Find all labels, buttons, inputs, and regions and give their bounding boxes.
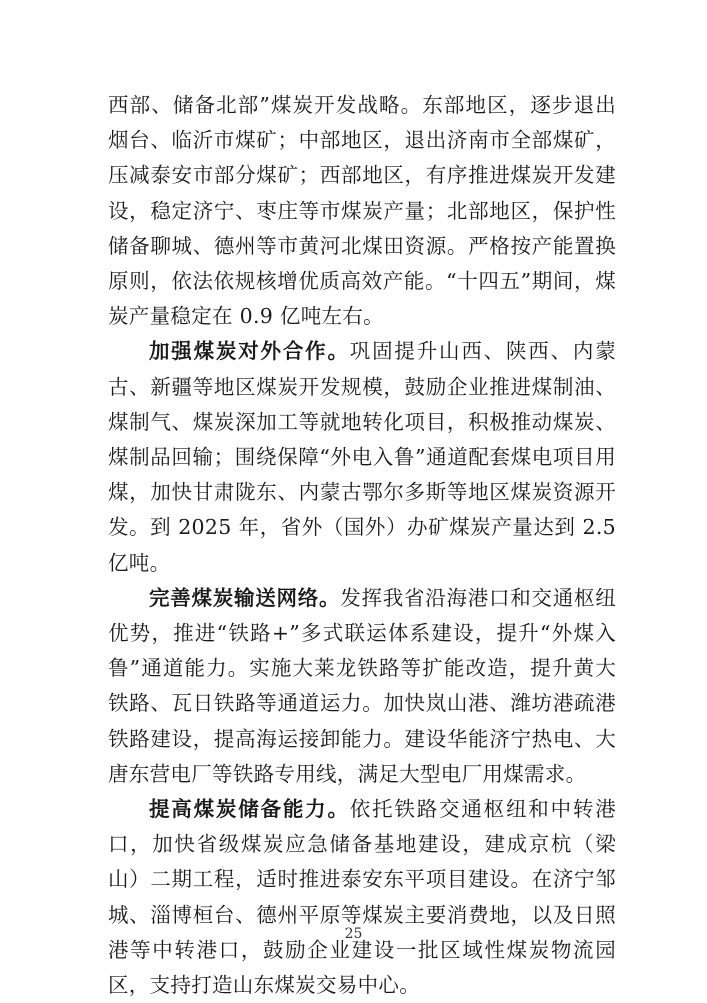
document-page (108, 88, 616, 1003)
paragraph-text: 依托铁路交通枢纽和中转港口，加快省级煤炭应急储备基地建设，建成京杭（梁山）二期工程，适时推进泰安东平项目建设。在济宁邹城、淄博桓台、德州平原等煤炭主要消费地，以及日照港等中转港口，鼓励企业建设一批区域性煤炭物流园区，支持打造山东煤炭交易中心。 (108, 797, 616, 998)
paragraph-coal-development-strategy (108, 88, 616, 334)
paragraph-heading: 提高煤炭储备能力。 (149, 797, 350, 822)
paragraph-text: 巩固提升山西、陕西、内蒙古、新疆等地区煤炭开发规模，鼓励企业推进煤制油、煤制气、煤炭深加工等就地转化项目，积极推动煤炭、煤制品回输；围绕保障“外电入鲁”通道配套煤电项目用煤，加快甘肃陇东、内蒙古鄂尔多斯等地区煤炭资源开发。到 2025 年，省外（国外）办矿煤炭产量达到 2.5 亿吨。 (108, 339, 616, 575)
paragraph-transport-network (108, 581, 616, 792)
paragraph-storage-capacity (108, 792, 616, 1003)
paragraph-heading: 完善煤炭输送网络。 (149, 585, 341, 610)
paragraph-text: 发挥我省沿海港口和交通枢纽优势，推进“铁路+”多式联运体系建设，提升“外煤入鲁”通道能力。实施大莱龙铁路等扩能改造，提升黄大铁路、瓦日铁路等通道运力。加快岚山港、潍坊港疏港铁路建设，提高海运接卸能力。建设华能济宁热电、大唐东营电厂等铁路专用线，满足大型电厂用煤需求。 (108, 585, 616, 786)
page-number: 25 (344, 926, 363, 942)
paragraph-heading: 加强煤炭对外合作。 (149, 339, 350, 364)
paragraph-external-cooperation (108, 334, 616, 580)
paragraph-text: 西部、储备北部”煤炭开发战略。东部地区，逐步退出烟台、临沂市煤矿；中部地区，退出济南市全部煤矿，压减泰安市部分煤矿；西部地区，有序推进煤炭开发建设，稳定济宁、枣庄等市煤炭产量；北部地区，保护性储备聊城、德州等市黄河北煤田资源。严格按产能置换原则，依法依规核增优质高效产能。“十四五”期间，煤炭产量稳定在 0.9 亿吨左右。 (108, 93, 616, 329)
